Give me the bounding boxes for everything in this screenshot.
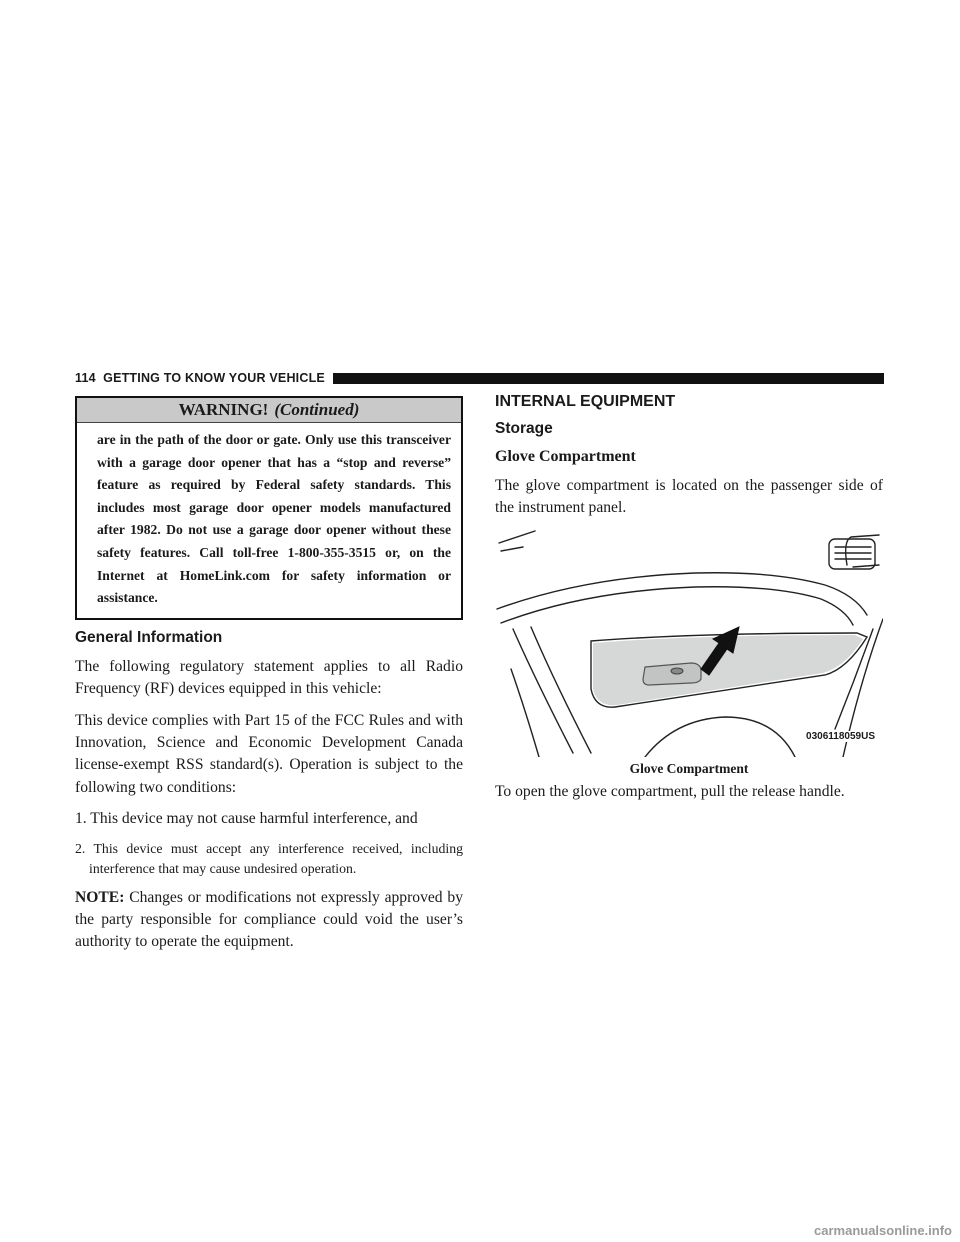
condition-2: 2. This device must accept any interference received, including interference that may cause undesired operation. (75, 840, 463, 876)
storage-heading: Storage (495, 420, 553, 437)
right-column (495, 393, 883, 812)
warning-title: WARNING! (178, 400, 269, 419)
note-paragraph (75, 887, 463, 954)
warning-continued: (Continued) (274, 400, 360, 419)
regulatory-intro: The following regulatory statement applies to all Radio Frequency (RF) devices equipped in this vehicle: (75, 657, 463, 698)
fcc-statement: This device complies with Part 15 of the FCC Rules and with Innovation, Science and Economic Development Canada license-exempt RSS standard(s). Operation is subject to the following two conditions: (75, 711, 463, 796)
watermark: carmanualsonline.info (814, 1223, 952, 1238)
open-instructions: To open the glove compartment, pull the release handle. (495, 782, 845, 800)
warning-text: are in the path of the door or gate. Only use this transceiver with a garage door opener that has a “stop and reverse” feature as required by Federal safety standards. This includes most garage door opener models manufactured after 1982. Do not use a garage door opener without these safety features. Call toll-free 1-800-355-3515 or, on the Internet at HomeLink.com for safety information or assistance. (97, 432, 451, 606)
section-title: GETTING TO KNOW YOUR VEHICLE (103, 371, 325, 385)
running-header (75, 371, 333, 385)
glove-location-text: The glove compartment is located on the passenger side of the instrument panel. (495, 477, 883, 517)
page-number: 114 (75, 371, 96, 385)
page-header (75, 370, 884, 386)
warning-header (77, 398, 461, 423)
figure-caption: Glove Compartment (629, 760, 749, 776)
glove-compartment-heading: Glove Compartment (495, 448, 636, 465)
warning-box (75, 396, 463, 620)
header-rule (333, 373, 884, 384)
left-column (75, 396, 463, 963)
note-label: NOTE: (75, 888, 125, 906)
condition-1: 1. This device may not cause harmful interference, and (75, 810, 418, 828)
figure-code: 0306118059US (806, 730, 875, 742)
glove-compartment-illustration (495, 529, 883, 757)
note-text: Changes or modifications not expressly approved by the party responsible for compliance could void the user’s authority to operate the equipment. (75, 888, 463, 951)
glove-compartment-figure (495, 529, 883, 757)
internal-equipment-heading: INTERNAL EQUIPMENT (495, 393, 676, 410)
general-information-heading: General Information (75, 628, 223, 646)
